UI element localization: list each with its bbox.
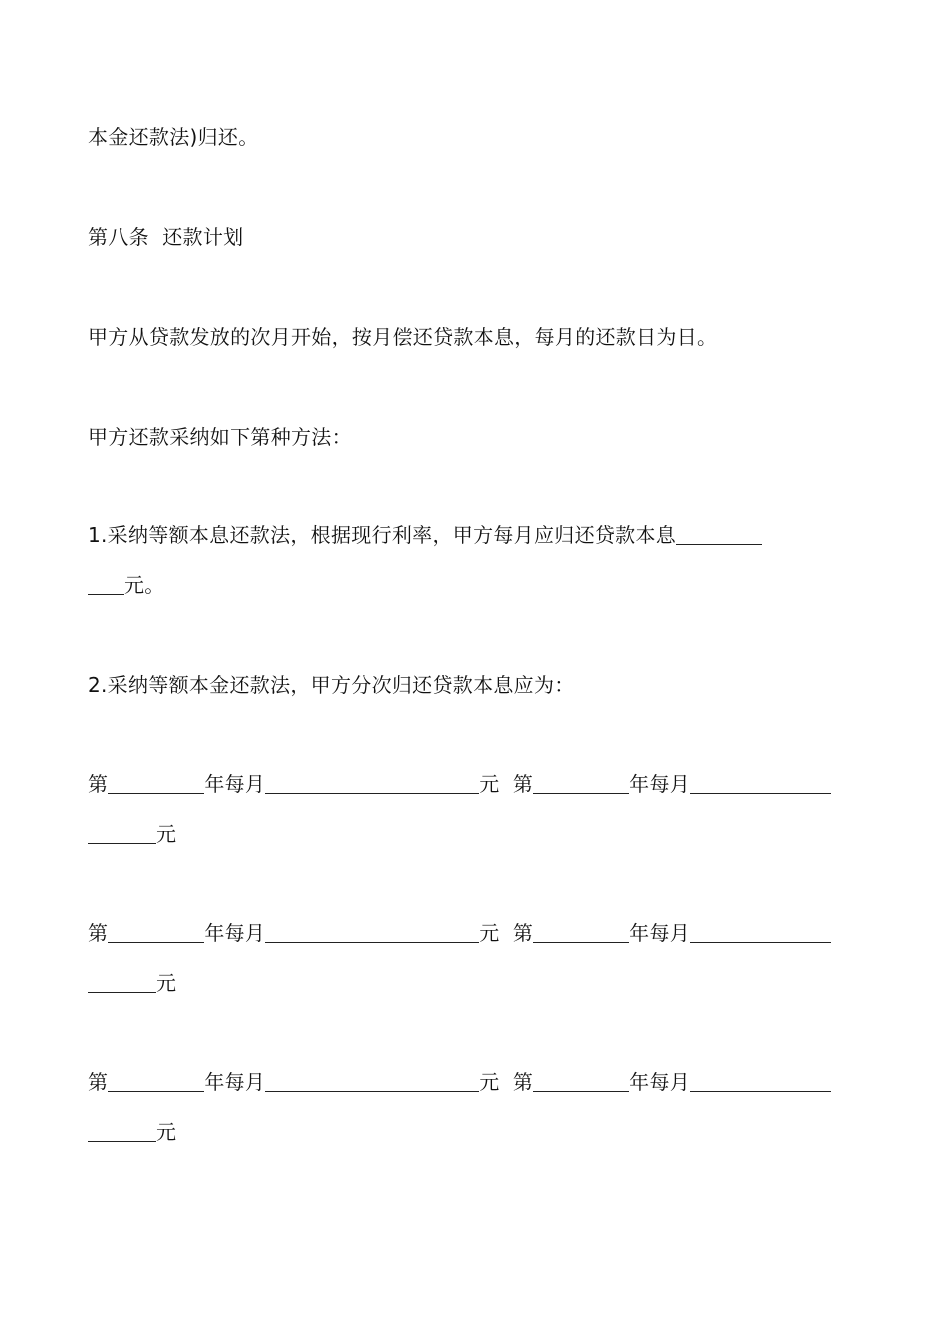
amount-blank-cont <box>88 1121 156 1142</box>
yuan-label: 元 <box>156 1120 177 1144</box>
schedule-row <box>88 771 831 797</box>
di-label: 第 <box>88 921 109 945</box>
method1-amount-blank <box>676 524 762 545</box>
di-label: 第 <box>88 772 109 796</box>
amount-blank <box>265 922 479 943</box>
year-monthly-label: 年每月 <box>204 921 266 945</box>
year-monthly-label: 年每月 <box>629 921 691 945</box>
yuan-label: 元 <box>479 1070 500 1094</box>
year-blank <box>108 773 204 794</box>
amount-blank <box>265 773 479 794</box>
amount-blank-cont <box>88 823 156 844</box>
method1-text: 1.采纳等额本息还款法，根据现行利率，甲方每月应归还贷款本息 <box>88 523 677 547</box>
method1-line-2 <box>88 572 165 598</box>
schedule-row-cont <box>88 970 176 996</box>
amount-blank <box>690 922 831 943</box>
yuan-label: 元 <box>156 971 177 995</box>
year-blank <box>108 1071 204 1092</box>
article-heading: 第八条 还款计划 <box>88 225 244 249</box>
method1-line <box>88 522 762 548</box>
paragraph-repayment-start: 甲方从贷款发放的次月开始，按月偿还贷款本息，每月的还款日为日。 <box>88 325 718 349</box>
di-label: 第 <box>512 1070 534 1094</box>
method2-line: 2.采纳等额本金还款法，甲方分次归还贷款本息应为： <box>88 673 575 697</box>
schedule-row <box>88 1069 831 1095</box>
di-label: 第 <box>512 921 534 945</box>
yuan-label: 元 <box>479 772 500 796</box>
amount-blank <box>690 773 831 794</box>
amount-blank <box>265 1071 479 1092</box>
year-blank <box>533 773 629 794</box>
amount-blank <box>690 1071 831 1092</box>
yuan-label: 元 <box>479 921 500 945</box>
year-monthly-label: 年每月 <box>629 772 691 796</box>
method1-amount-blank-cont <box>88 574 124 595</box>
year-blank <box>108 922 204 943</box>
year-blank <box>533 922 629 943</box>
yuan-label: 元 <box>156 822 177 846</box>
year-monthly-label: 年每月 <box>204 1070 266 1094</box>
method1-suffix: 元。 <box>124 573 165 597</box>
schedule-row-cont <box>88 1119 176 1145</box>
year-blank <box>533 1071 629 1092</box>
di-label: 第 <box>88 1070 109 1094</box>
paragraph-continuation: 本金还款法)归还。 <box>88 125 259 149</box>
year-monthly-label: 年每月 <box>204 772 266 796</box>
amount-blank-cont <box>88 972 156 993</box>
year-monthly-label: 年每月 <box>629 1070 691 1094</box>
schedule-row-cont <box>88 821 176 847</box>
schedule-row <box>88 920 831 946</box>
paragraph-method-choice: 甲方还款采纳如下第种方法： <box>88 425 352 449</box>
di-label: 第 <box>512 772 534 796</box>
